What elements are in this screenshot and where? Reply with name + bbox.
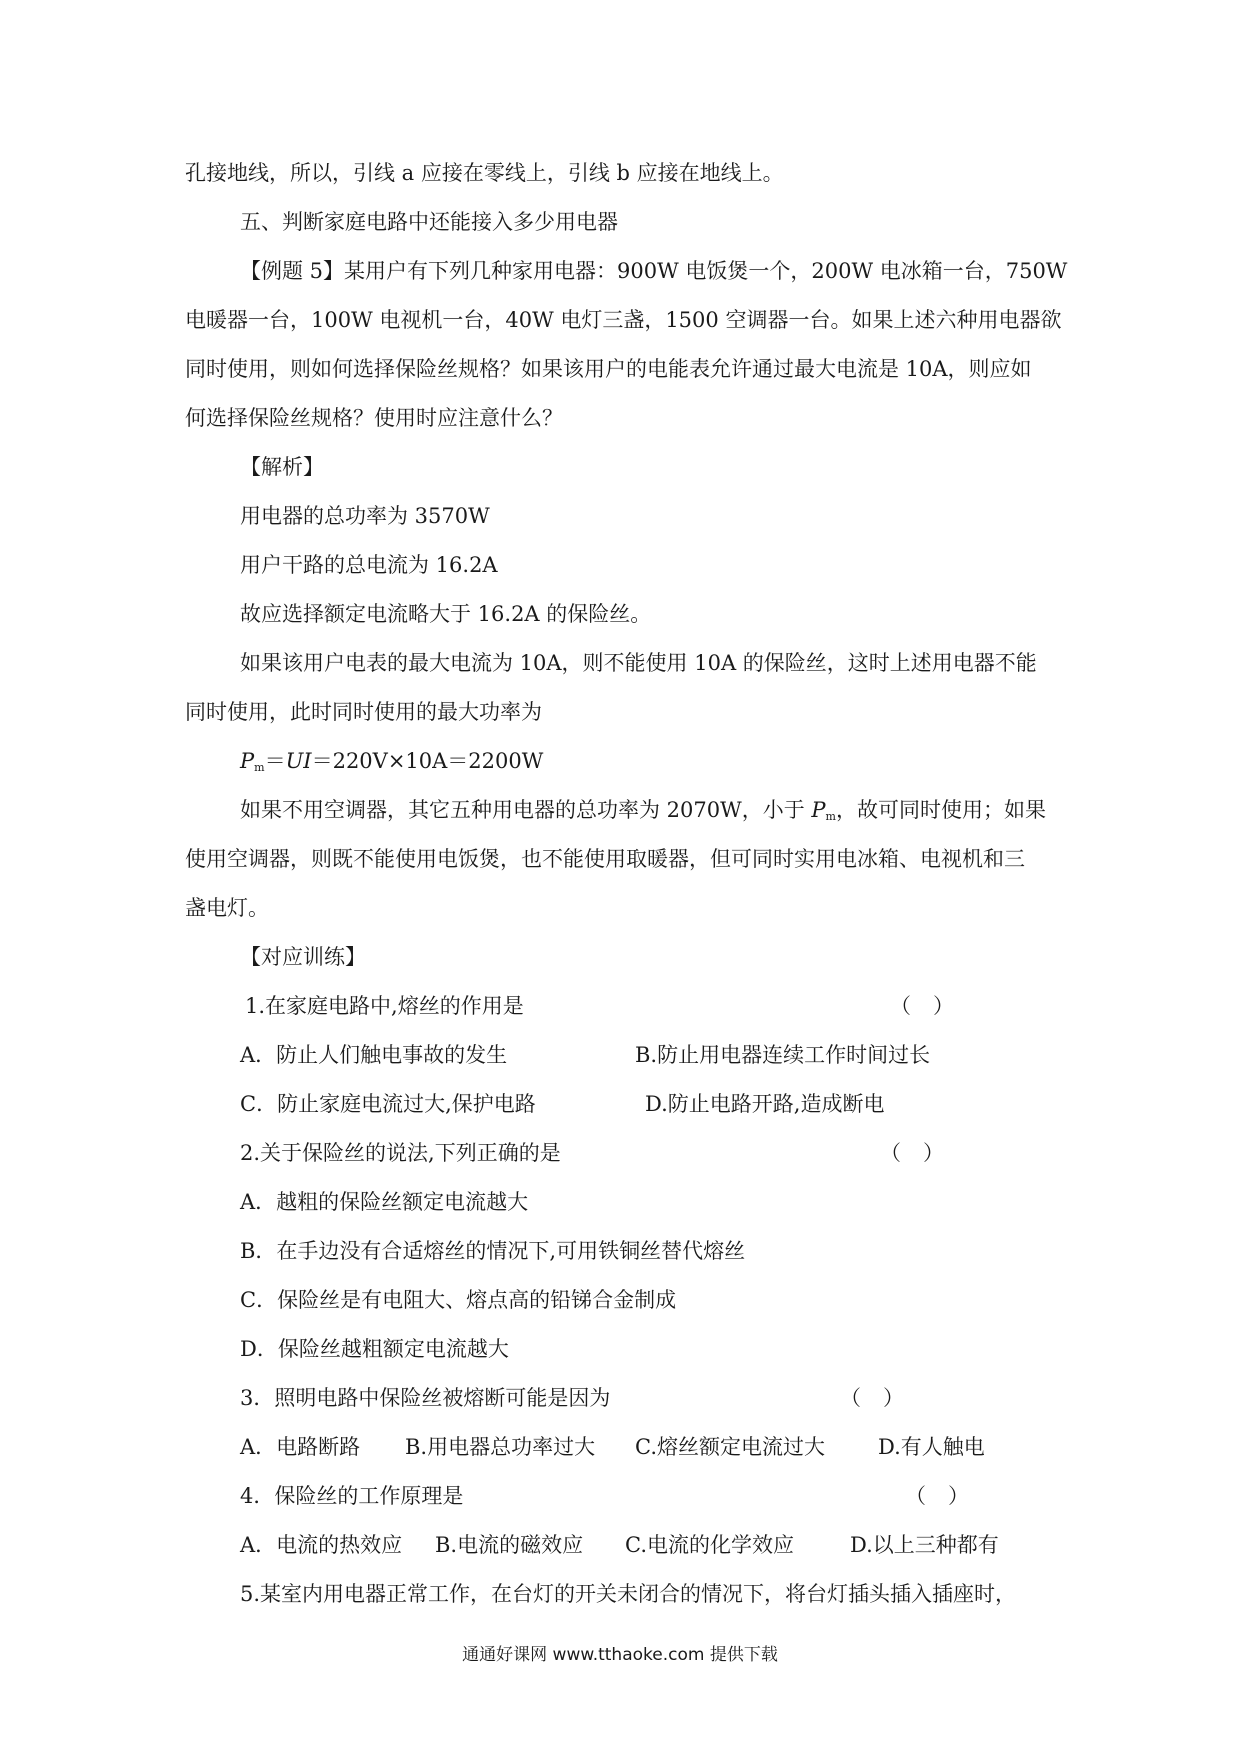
example-line-4: 何选择保险丝规格？使用时应注意什么？ (185, 406, 563, 430)
analysis-line-7-p: P (811, 798, 826, 822)
formula-eq: ＝ (264, 749, 286, 773)
analysis-line-4: 如果该用户电表的最大电流为 10A，则不能使用 10A 的保险丝，这时上述用电器不能 (240, 651, 1037, 675)
q4-option-d: D.以上三种都有 (850, 1533, 999, 1557)
analysis-line-9: 盏电灯。 (185, 896, 269, 920)
q1-option-b: B.防止用电器连续工作时间过长 (635, 1043, 931, 1067)
q3-answer-blank: （） (840, 1386, 926, 1410)
example-line-3: 同时使用，则如何选择保险丝规格？如果该用户的电能表允许通过最大电流是 10A，则应如 (185, 357, 1032, 381)
analysis-line-7b: ，故可同时使用；如果 (835, 798, 1046, 822)
q4-answer-blank: （） (905, 1484, 991, 1508)
q2-option-c: C．保险丝是有电阻大、熔点高的铅锑合金制成 (240, 1288, 677, 1312)
intro-line: 孔接地线，所以，引线 a 应接在零线上，引线 b 应接在地线上。 (185, 161, 784, 185)
q3-option-c: C.熔丝额定电流过大 (635, 1435, 825, 1459)
q3-option-d: D.有人触电 (878, 1435, 985, 1459)
q2-option-b: B．在手边没有合适熔丝的情况下,可用铁铜丝替代熔丝 (240, 1239, 746, 1263)
q2-option-d: D．保险丝越粗额定电流越大 (240, 1337, 509, 1361)
q1-option-d: D.防止电路开路,造成断电 (645, 1092, 885, 1116)
analysis-line-2: 用户干路的总电流为 16.2A (240, 553, 498, 577)
q4-option-a: A．电流的热效应 (240, 1533, 403, 1557)
q3-stem: 3．照明电路中保险丝被熔断可能是因为 (240, 1386, 611, 1410)
q2-option-a: A．越粗的保险丝额定电流越大 (240, 1190, 529, 1214)
q1-option-c: C．防止家庭电流过大,保护电路 (240, 1092, 536, 1116)
q4-option-b: B.电流的磁效应 (435, 1533, 584, 1557)
q3-option-a: A．电路断路 (240, 1435, 361, 1459)
example-line-1: 【例题 5】某用户有下列几种家用电器：900W 电饭煲一个，200W 电冰箱一台，750W (240, 259, 1068, 283)
section-title: 五、判断家庭电路中还能接入多少用电器 (240, 210, 618, 234)
formula (240, 747, 543, 782)
analysis-line-8: 使用空调器，则既不能使用电饭煲，也不能使用取暖器，但可同时实用电冰箱、电视机和三 (185, 847, 1025, 871)
q4-option-c: C.电流的化学效应 (625, 1533, 794, 1557)
formula-rest: ＝220V×10A＝2200W (311, 749, 544, 773)
analysis-line-5: 同时使用，此时同时使用的最大功率为 (185, 700, 542, 724)
training-heading: 【对应训练】 (240, 945, 366, 969)
q4-stem: 4．保险丝的工作原理是 (240, 1484, 464, 1508)
analysis-line-7-sub: m (825, 810, 836, 823)
analysis-line-7 (240, 796, 1046, 831)
page-footer: 通通好课网 www.tthaoke.com 提供下载 (462, 1645, 778, 1665)
q1-option-a: A．防止人们触电事故的发生 (240, 1043, 508, 1067)
analysis-line-7a: 如果不用空调器，其它五种用电器的总功率为 2070W，小于 (240, 798, 812, 822)
analysis-heading: 【解析】 (240, 455, 324, 479)
q1-stem: 1.在家庭电路中,熔丝的作用是 (245, 994, 524, 1018)
formula-ui: UI (285, 749, 312, 773)
formula-p: P (240, 749, 255, 773)
analysis-line-1: 用电器的总功率为 3570W (240, 504, 490, 528)
q3-option-b: B.用电器总功率过大 (405, 1435, 596, 1459)
example-line-2: 电暖器一台，100W 电视机一台，40W 电灯三盏，1500 空调器一台。如果上述六种用电器欲 (185, 308, 1062, 332)
analysis-line-3: 故应选择额定电流略大于 16.2A 的保险丝。 (240, 602, 652, 626)
q5-stem: 5.某室内用电器正常工作，在台灯的开关未闭合的情况下，将台灯插头插入插座时， (240, 1582, 1017, 1606)
q1-answer-blank: （） (890, 994, 976, 1018)
q2-stem: 2.关于保险丝的说法,下列正确的是 (240, 1141, 561, 1165)
formula-sub: m (254, 761, 265, 774)
q2-answer-blank: （） (880, 1141, 966, 1165)
